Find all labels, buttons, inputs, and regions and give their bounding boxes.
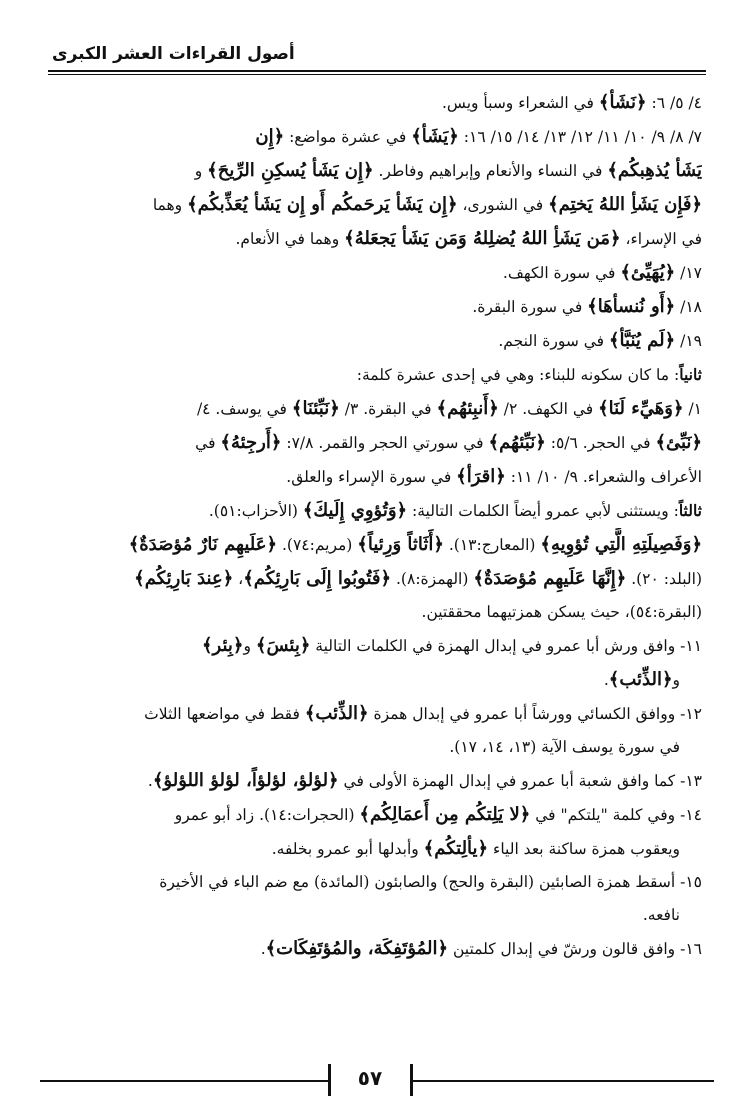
text-segment: ١٧/ [675, 264, 702, 282]
quran-quote: ﴿نَبِّئهُم﴾ [488, 432, 546, 453]
text-segment: في البقرة. ٣/ [339, 400, 437, 418]
text-line [52, 222, 702, 256]
text-segment: . [603, 671, 609, 689]
text-segment: في عشرة مواضع: [284, 128, 412, 146]
text-line [52, 120, 702, 154]
text-segment: في يوسف. ٤/ [196, 400, 292, 418]
text-segment: و [672, 671, 680, 689]
text-segment: ١٥- أسقط همزة الصابئين (البقرة والحج) والصابئون (المائدة) مع ضم الباء في الأخيرة [159, 873, 702, 891]
text-segment: ٤/ ٥/ ٦: [646, 94, 702, 112]
quran-quote: ﴿نَبِّئ﴾ [655, 432, 702, 453]
text-segment: (البلد: ٢٠). [626, 570, 702, 588]
text-segment: ١٩/ [675, 332, 702, 350]
quran-quote: ﴿إِن [255, 126, 285, 147]
text-segment: في النساء والأنعام وإبراهيم وفاطر. [373, 162, 608, 180]
text-segment: في سورة الكهف. [502, 264, 621, 282]
quran-quote: ﴿أَثَاثاً وَرِئياً﴾ [357, 534, 444, 555]
page-footer [0, 1060, 754, 1104]
quran-quote: ﴿فَإِن يَشَأِ اللهُ يَختِم﴾ [548, 194, 702, 215]
footer-rule-right [412, 1080, 714, 1082]
text-line [52, 932, 702, 966]
quran-quote: ﴿فَتُوبُوا إِلَى بَارِئِكُم﴾ [243, 568, 392, 589]
text-segment: (الحجرات:١٤). زاد أبو عمرو [174, 806, 360, 824]
text-segment: في الإسراء، [620, 230, 702, 248]
quran-quote: ﴿الذِّئب﴾ [304, 703, 369, 724]
quran-quote: ﴿المُؤتَفِكَة، والمُؤتَفِكَات﴾ [265, 938, 449, 959]
quran-quote: ﴿لا يَلِتكُم مِن أَعمَالِكُم﴾ [359, 804, 531, 825]
quran-quote: ﴿نَشَأ﴾ [598, 92, 647, 113]
text-line [52, 798, 702, 832]
quran-quote: ﴿لؤلؤ، لؤلؤاً، لؤلؤ اللؤلؤ﴾ [152, 770, 339, 791]
quran-quote: ﴿إِن يَشَأ يُسكِنِ الرِّيحَ﴾ [207, 160, 374, 181]
text-segment: : ويستثنى لأبي عمرو أيضاً الكلمات التالية: [407, 502, 679, 520]
quran-quote: ﴿بِئسَ﴾ [255, 635, 311, 656]
text-segment: نافعه. [642, 906, 680, 924]
text-line [52, 324, 702, 358]
quran-quote: ﴿اقرَأ﴾ [456, 466, 506, 487]
text-segment: وهما في الأنعام. [235, 230, 345, 248]
quran-quote: ﴿بِئر﴾ [202, 635, 244, 656]
text-segment: في سورة يوسف الآية (١٣، ١٤، ١٧). [449, 738, 680, 756]
text-line [52, 866, 702, 899]
text-line [52, 290, 702, 324]
text-segment: . [260, 940, 266, 958]
text-line [52, 426, 702, 460]
quran-quote: ﴿يَشَأ﴾ [411, 126, 459, 147]
text-segment: (مريم:٧٤). [277, 536, 358, 554]
text-segment: ويعقوب همزة ساكنة بعد الياء [488, 840, 680, 858]
text-line [52, 663, 702, 697]
quran-quote: ﴿يُهَيِّئ﴾ [620, 262, 676, 283]
text-line [52, 832, 702, 866]
text-segment: : ما كان سكونه للبناء: وهي في إحدى عشرة كلمة: [356, 366, 680, 384]
quran-quote: ﴿وَتُؤوِي إِلَيكَ﴾ [302, 500, 408, 521]
section-heading: ثالثاً [678, 501, 702, 520]
quran-quote: ﴿أَنبِئهُم﴾ [436, 398, 499, 419]
text-line [52, 392, 702, 426]
text-segment: ١٨/ [675, 298, 702, 316]
quran-quote: ﴿يألِتكُم﴾ [423, 838, 489, 859]
text-line [52, 697, 702, 731]
text-segment: فقط في مواضعها الثلاث [144, 705, 305, 723]
text-segment: في الكهف. ٢/ [498, 400, 599, 418]
quran-quote: ﴿مَن يَشَأِ اللهُ يُضلِلهُ وَمَن يَشَأ يَجعَلهُ﴾ [344, 228, 621, 249]
text-segment: ١٣- كما وافق شعبة أبا عمرو في إبدال الهمزة الأولى في [338, 772, 702, 790]
text-segment: (المعارج:١٣). [443, 536, 541, 554]
text-segment: ١٦- وافق قالون ورشّ في إبدال كلمتين [448, 940, 702, 958]
text-line [52, 562, 702, 596]
text-line [52, 731, 702, 764]
text-segment: و [243, 637, 256, 655]
text-segment: ٧/ ٨/ ٩/ ١٠/ ١١/ ١٢/ ١٣/ ١٤/ ١٥/ ١٦: [458, 128, 702, 146]
page-body [52, 86, 702, 966]
quran-quote: يَشَأ يُذهِبكُم﴾ [607, 160, 702, 181]
text-line [52, 154, 702, 188]
text-segment: في سورة النجم. [498, 332, 609, 350]
text-line [52, 596, 702, 629]
quran-quote: ﴿الذِّئب﴾ [608, 669, 673, 690]
text-line [52, 358, 702, 392]
quran-quote: ﴿إِنَّهَا عَلَيهِم مُؤصَدَةٌ﴾ [473, 568, 627, 589]
text-segment: و [194, 162, 208, 180]
text-segment: ١/ [683, 400, 702, 418]
text-segment: ، [233, 570, 244, 588]
quran-quote: ﴿وَفَصِيلَتِهِ الَّتِي تُؤوِيهِ﴾ [540, 534, 702, 555]
text-line [52, 86, 702, 120]
text-segment: في [195, 434, 221, 452]
quran-quote: ﴿لَم يُنَبَّأ﴾ [609, 330, 676, 351]
header-rule [48, 70, 706, 72]
quran-quote: ﴿أَرجِئهُ﴾ [220, 432, 282, 453]
text-segment: في سورة الإسراء والعلق. [286, 468, 457, 486]
text-segment: وأبدلها أبو عمرو بخلفه. [271, 840, 424, 858]
text-line [52, 494, 702, 528]
text-line [52, 629, 702, 663]
header-title: أصول القراءات العشر الكبرى [52, 44, 295, 64]
text-segment: ١١- وافق ورش أبا عمرو في إبدال الهمزة في الكلمات التالية [310, 637, 702, 655]
quran-quote: ﴿عَلَيهِم نَارٌ مُؤصَدَةٌ﴾ [128, 534, 278, 555]
text-segment: الأعراف والشعراء. ٩/ ١٠/ ١١: [505, 468, 702, 486]
page-number: ٥٧ [357, 1066, 383, 1090]
text-line [52, 528, 702, 562]
text-segment: ١٢- ووافق الكسائي وورشاً أبا عمرو في إبدال همزة [368, 705, 702, 723]
footer-bar-left [328, 1064, 331, 1096]
text-segment: في الشورى، [457, 196, 549, 214]
text-segment: في الحجر. ٥/٦: [545, 434, 656, 452]
quran-quote: ﴿نَبِّئنَا﴾ [291, 398, 340, 419]
text-segment: (البقرة:٥٤)، حيث يسكن همزتيهما محققتين. [421, 603, 702, 621]
text-segment: (الأحزاب:٥١). [208, 502, 303, 520]
quran-quote: ﴿وَهَيِّء لَنَا﴾ [598, 398, 684, 419]
quran-quote: ﴿عِندَ بَارِئِكُم﴾ [134, 568, 234, 589]
text-segment: في سورة البقرة. [472, 298, 588, 316]
quran-quote: ﴿أَو نُنسأهَا﴾ [587, 296, 676, 317]
text-segment: . [147, 772, 153, 790]
text-segment: في الشعراء وسبأ ويس. [442, 94, 599, 112]
text-line [52, 256, 702, 290]
header-rule-thin [48, 74, 706, 75]
text-segment: وهما [152, 196, 188, 214]
text-segment: ١٤- وفي كلمة "يلتكم" في [530, 806, 702, 824]
text-line [52, 899, 702, 932]
text-segment: في سورتي الحجر والقمر. ٧/٨: [281, 434, 489, 452]
footer-rule-left [40, 1080, 328, 1082]
quran-quote: ﴿إِن يَشَأ يَرحَمكُم أَو إِن يَشَأ يُعَذِّبكُم﴾ [187, 194, 458, 215]
text-line [52, 764, 702, 798]
section-heading: ثانياً [679, 365, 702, 384]
text-line [52, 460, 702, 494]
text-line [52, 188, 702, 222]
text-segment: (الهمزة:٨). [391, 570, 474, 588]
